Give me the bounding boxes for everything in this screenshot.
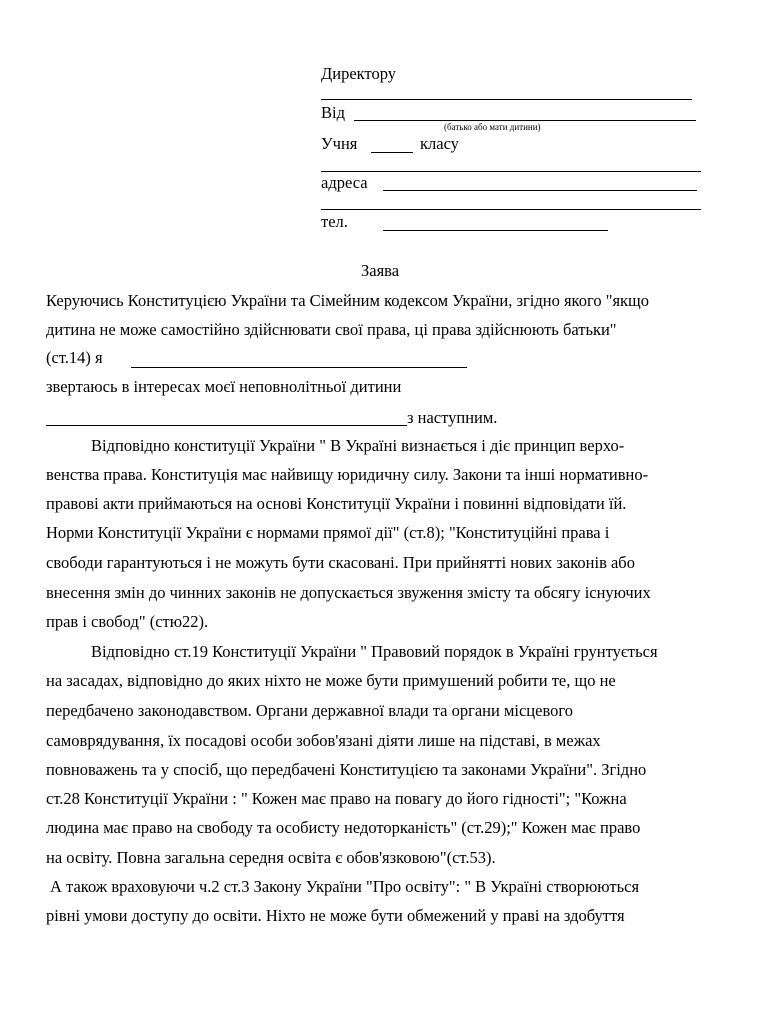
paragraph-line: на засадах, відповідно до яких ніхто не може бути примушений робити те, що не — [46, 671, 616, 690]
paragraph-line: Норми Конституції України є нормами прямої дії" (ст.8); "Конституційні права і — [46, 523, 610, 542]
paragraph-line: повноважень та у спосіб, що передбачені Конституцією та законами України". Згідно — [46, 760, 647, 779]
paragraph-line: внесення змін до чинних законів не допускається звуження змісту та обсягу існуючих — [46, 583, 651, 602]
intro-line: звертаюсь в інтересах моєї неповнолітньої дитини — [46, 377, 402, 396]
intro-line: дитина не може самостійно здійснювати свої права, ці права здійснюють батьки" — [46, 320, 617, 339]
paragraph-line: людина має право на свободу та особисту недоторканість" (ст.29);" Кожен має право — [46, 818, 641, 837]
child-name-line — [46, 425, 407, 426]
paragraph-line: правові акти приймаються на основі Конституції України і повинні відповідати їй. — [46, 494, 627, 513]
student-label: Учня — [321, 134, 358, 153]
paragraph-line: передбачено законодавством. Органи державної влади та органи місцевого — [46, 701, 573, 720]
intro-line: з наступним. — [407, 408, 498, 427]
paragraph-line: венства права. Конституція має найвищу юридичну силу. Закони та інші нормативно- — [46, 465, 649, 484]
address-label: адреса — [321, 173, 368, 192]
from-hint: (батько або мати дитини) — [444, 122, 541, 132]
paragraph-line: рівні умови доступу до освіти. Ніхто не може бути обмежений у праві на здобуття — [46, 906, 625, 925]
blank-line-2 — [321, 209, 701, 210]
address-line — [383, 190, 697, 191]
phone-label: тел. — [321, 212, 348, 231]
intro-line: Керуючись Конституцією України та Сімейним кодексом України, згідно якого "якщо — [46, 291, 649, 310]
addressee-director: Директору — [321, 64, 396, 83]
paragraph-line: свободи гарантуються і не можуть бути скасовані. При прийнятті нових законів або — [46, 553, 635, 572]
from-line — [354, 120, 696, 121]
paragraph-line: Відповідно конституції України " В Україні визнається і діє принцип верхо- — [91, 436, 625, 455]
paragraph-line: на освіту. Повна загальна середня освіта є обов'язковою"(ст.53). — [46, 848, 496, 867]
class-number-line — [371, 152, 413, 153]
paragraph-line: самоврядування, їх посадові особи зобов'язані діяти лише на підставі, в межах — [46, 731, 601, 750]
blank-line-1 — [321, 171, 701, 172]
paragraph-line: ст.28 Конституції України : " Кожен має право на повагу до його гідності"; "Кожна — [46, 789, 627, 808]
class-label: класу — [420, 134, 459, 153]
from-label: Від — [321, 103, 345, 122]
paragraph-line: Відповідно ст.19 Конституції України " Правовий порядок в Україні грунтується — [91, 642, 658, 661]
document-title: Заява — [361, 261, 400, 280]
parent-name-line — [131, 367, 467, 368]
paragraph-line: А також враховуючи ч.2 ст.3 Закону України "Про освіту": " В Україні створюються — [50, 877, 640, 896]
intro-line: (ст.14) я — [46, 348, 103, 367]
addressee-line — [321, 99, 692, 100]
paragraph-line: прав і свобод" (стю22). — [46, 612, 209, 631]
phone-line — [383, 230, 608, 231]
